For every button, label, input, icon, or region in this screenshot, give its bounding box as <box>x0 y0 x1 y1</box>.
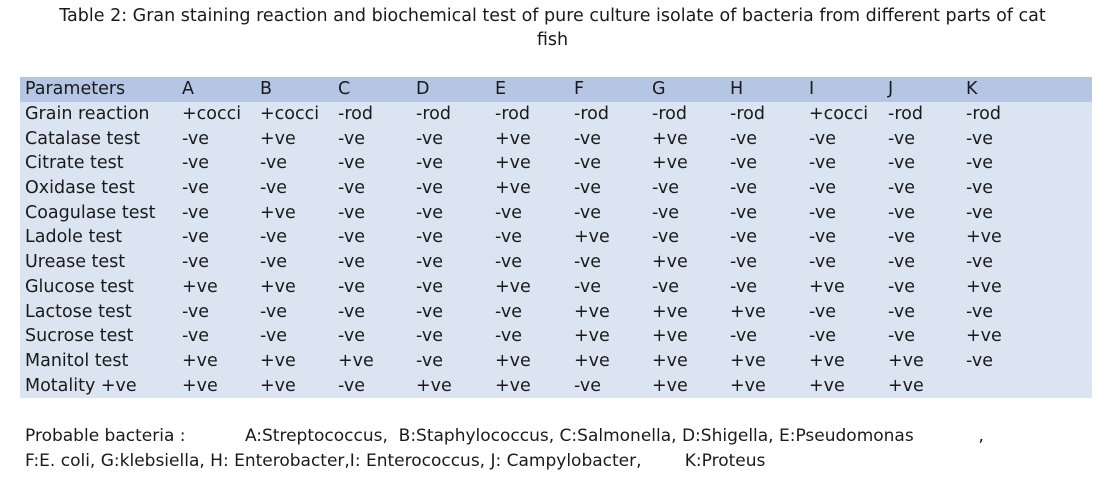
table-cell: -ve <box>809 178 836 199</box>
table-row <box>20 176 1092 201</box>
column-header-b: B <box>260 79 273 100</box>
row-parameter-label: Citrate test <box>25 153 124 174</box>
row-parameter-label: Grain reaction <box>25 104 150 125</box>
table-cell: -ve <box>182 178 209 199</box>
table-cell: -ve <box>574 375 601 396</box>
table-cell: -ve <box>966 178 993 199</box>
table-cell: -ve <box>182 153 209 174</box>
table-cell: -ve <box>416 326 443 347</box>
table-cell: -ve <box>888 276 915 297</box>
footnote-line-2: F:E. coli, G:klebsiella, H: Enterobacter,I: Enterococcus, J: Campylobacter, K:Proteus <box>25 451 766 471</box>
table-cell: -ve <box>574 276 601 297</box>
table-cell: +ve <box>574 301 610 322</box>
table-cell: -ve <box>260 301 287 322</box>
table-cell: -ve <box>260 252 287 273</box>
table-cell: -ve <box>730 202 757 223</box>
row-parameter-label: Motality +ve <box>25 375 137 396</box>
table-cell: -ve <box>260 227 287 248</box>
table-title <box>0 4 1105 52</box>
row-parameter-label: Catalase test <box>25 128 141 149</box>
table-cell: -ve <box>338 202 365 223</box>
table-row <box>20 102 1092 127</box>
table-cell: -ve <box>574 153 601 174</box>
table-cell: -ve <box>416 178 443 199</box>
table-title-line-1: Table 2: Gran staining reaction and biochemical test of pure culture isolate of bacteria from different parts of cat <box>59 6 1046 26</box>
table-cell: +ve <box>652 128 688 149</box>
table-cell: -rod <box>888 104 923 125</box>
table-cell: -ve <box>966 202 993 223</box>
table-cell: +cocci <box>809 104 869 125</box>
table-cell: +ve <box>260 128 296 149</box>
table-cell: +ve <box>495 128 531 149</box>
column-header-h: H <box>730 79 744 100</box>
column-header-parameters: Parameters <box>25 79 126 100</box>
table-cell: +cocci <box>182 104 242 125</box>
table-cell: -ve <box>495 252 522 273</box>
table-row <box>20 200 1092 225</box>
table-body <box>20 102 1092 398</box>
table-cell: +ve <box>574 227 610 248</box>
table-cell: -ve <box>338 153 365 174</box>
column-header-f: F <box>574 79 585 100</box>
table-cell: -ve <box>574 202 601 223</box>
table-row <box>20 373 1092 398</box>
table-cell: -ve <box>416 153 443 174</box>
table-cell: -ve <box>182 227 209 248</box>
table-cell: -ve <box>966 252 993 273</box>
table-cell: -ve <box>338 227 365 248</box>
row-parameter-label: Oxidase test <box>25 178 135 199</box>
table-cell: +ve <box>809 375 845 396</box>
table-cell: -rod <box>574 104 609 125</box>
table-cell: -rod <box>730 104 765 125</box>
table-cell: -ve <box>888 202 915 223</box>
table-cell: +ve <box>182 350 218 371</box>
table-cell: -ve <box>888 153 915 174</box>
table-cell: -rod <box>338 104 373 125</box>
footnote-line-1: Probable bacteria : A:Streptococcus, B:Staphylococcus, C:Salmonella, D:Shigella, E:Pseudomonas , <box>25 426 984 446</box>
table-cell: -ve <box>495 227 522 248</box>
table-cell: +ve <box>652 375 688 396</box>
table-cell: -ve <box>495 326 522 347</box>
table-cell: +ve <box>888 350 924 371</box>
table-cell: -ve <box>182 326 209 347</box>
column-header-g: G <box>652 79 666 100</box>
table-row <box>20 225 1092 250</box>
column-header-d: D <box>416 79 430 100</box>
table-cell: -ve <box>260 326 287 347</box>
row-parameter-label: Urease test <box>25 252 126 273</box>
table-cell: -ve <box>260 153 287 174</box>
row-parameter-label: Coagulase test <box>25 202 156 223</box>
table-cell: -ve <box>416 276 443 297</box>
header-row <box>20 77 1092 102</box>
table-cell: -rod <box>495 104 530 125</box>
table-cell: -ve <box>182 252 209 273</box>
table-cell: +ve <box>652 252 688 273</box>
table-cell: +ve <box>966 276 1002 297</box>
table-cell: +ve <box>260 202 296 223</box>
table-cell: -ve <box>652 227 679 248</box>
table-cell: +ve <box>260 350 296 371</box>
table-cell: -ve <box>730 326 757 347</box>
table-cell: -rod <box>966 104 1001 125</box>
table-cell: -ve <box>574 178 601 199</box>
table-cell: +ve <box>182 375 218 396</box>
table-cell: -ve <box>809 153 836 174</box>
table-cell: -ve <box>966 350 993 371</box>
table-cell: -ve <box>809 128 836 149</box>
table-cell: -ve <box>574 128 601 149</box>
table-cell: -ve <box>888 252 915 273</box>
table-cell: -ve <box>966 128 993 149</box>
table-cell: -ve <box>652 276 679 297</box>
table-cell: -ve <box>182 202 209 223</box>
table-cell: +ve <box>260 276 296 297</box>
table-cell: -ve <box>730 227 757 248</box>
table-cell: -ve <box>574 252 601 273</box>
table-row <box>20 250 1092 275</box>
table-row <box>20 299 1092 324</box>
table-cell: -ve <box>416 202 443 223</box>
table-cell: -ve <box>966 153 993 174</box>
table-cell: -ve <box>888 178 915 199</box>
column-header-c: C <box>338 79 351 100</box>
row-parameter-label: Ladole test <box>25 227 123 248</box>
row-parameter-label: Sucrose test <box>25 326 134 347</box>
table-cell: -rod <box>652 104 687 125</box>
table-cell: -ve <box>495 301 522 322</box>
table-cell: -ve <box>809 301 836 322</box>
table-cell: +ve <box>652 350 688 371</box>
table-cell <box>961 373 1092 398</box>
table-cell: -ve <box>888 326 915 347</box>
table-row <box>20 151 1092 176</box>
table-cell: -ve <box>495 202 522 223</box>
table-cell: -ve <box>730 252 757 273</box>
table-cell: +ve <box>495 350 531 371</box>
table-cell: -ve <box>416 301 443 322</box>
table-cell: -ve <box>966 301 993 322</box>
column-header-i: I <box>809 79 815 100</box>
table-cell: +ve <box>730 375 766 396</box>
table-cell: -ve <box>338 375 365 396</box>
table-cell: -ve <box>809 227 836 248</box>
table-cell: +ve <box>495 276 531 297</box>
table-cell: -ve <box>730 276 757 297</box>
table-cell: +ve <box>809 350 845 371</box>
table-cell: -ve <box>730 128 757 149</box>
table-cell: -ve <box>416 227 443 248</box>
table-row <box>20 324 1092 349</box>
row-parameter-label: Lactose test <box>25 301 132 322</box>
column-header-j: J <box>888 79 894 100</box>
table-cell: -ve <box>809 202 836 223</box>
table-cell: -ve <box>652 202 679 223</box>
table-cell: +ve <box>966 227 1002 248</box>
table-cell: -ve <box>182 128 209 149</box>
table-cell: -ve <box>416 128 443 149</box>
table-row <box>20 349 1092 374</box>
column-header-a: A <box>182 79 194 100</box>
table-cell: +ve <box>730 301 766 322</box>
table-cell: -ve <box>338 326 365 347</box>
table-cell: -ve <box>809 252 836 273</box>
table-cell: -ve <box>338 301 365 322</box>
table-cell: +ve <box>574 350 610 371</box>
footnote <box>25 424 1095 474</box>
table-cell: +ve <box>652 301 688 322</box>
table-cell: -ve <box>416 252 443 273</box>
table-row <box>20 275 1092 300</box>
table-cell: -ve <box>888 227 915 248</box>
table-cell: +ve <box>966 326 1002 347</box>
table-cell: -ve <box>888 128 915 149</box>
table-cell: -ve <box>888 301 915 322</box>
table-cell: -ve <box>182 301 209 322</box>
table-cell: +ve <box>652 153 688 174</box>
table-cell: -ve <box>338 178 365 199</box>
table-cell: +ve <box>809 276 845 297</box>
table-cell: -ve <box>809 326 836 347</box>
column-header-e: E <box>495 79 507 100</box>
table-cell: +ve <box>574 326 610 347</box>
table-cell: -ve <box>260 178 287 199</box>
table-cell: -ve <box>730 153 757 174</box>
table-cell: +ve <box>495 153 531 174</box>
table-cell: -ve <box>730 178 757 199</box>
table-cell: +ve <box>182 276 218 297</box>
table-cell: -ve <box>338 128 365 149</box>
table-cell: -ve <box>338 276 365 297</box>
table-cell: +ve <box>730 350 766 371</box>
table-header <box>20 77 1092 102</box>
table-cell: +ve <box>888 375 924 396</box>
table-cell: +ve <box>652 326 688 347</box>
table-cell: +ve <box>495 178 531 199</box>
column-header-k: K <box>966 79 978 100</box>
table-title-line-2: fish <box>536 30 569 50</box>
table-cell: -ve <box>652 178 679 199</box>
table-cell: +ve <box>416 375 452 396</box>
table-cell: +ve <box>260 375 296 396</box>
table-cell: +ve <box>495 375 531 396</box>
row-parameter-label: Glucose test <box>25 276 134 297</box>
table-cell: -rod <box>416 104 451 125</box>
table-cell: +cocci <box>260 104 320 125</box>
table-cell: +ve <box>338 350 374 371</box>
table-cell: -ve <box>416 350 443 371</box>
table-cell: -ve <box>338 252 365 273</box>
row-parameter-label: Manitol test <box>25 350 129 371</box>
table-row <box>20 126 1092 151</box>
biochemical-test-table <box>20 77 1092 398</box>
